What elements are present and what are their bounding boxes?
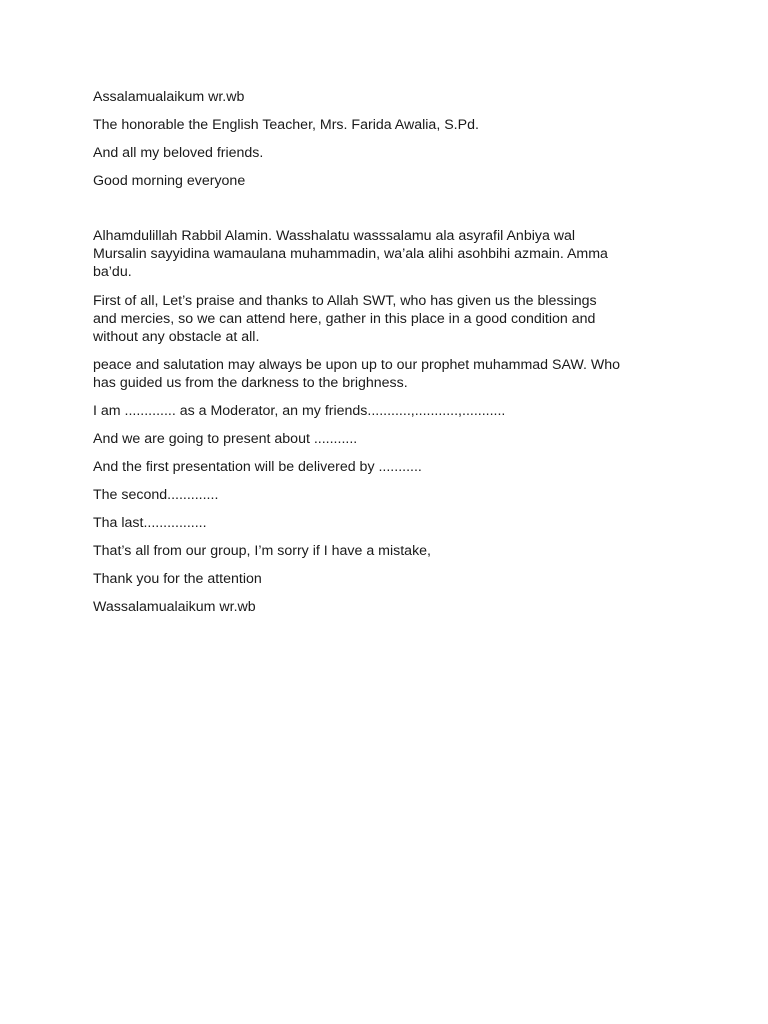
- thanks-line: Thank you for the attention: [93, 571, 262, 587]
- praise-line-1: First of all, Let’s praise and thanks to Allah SWT, who has given us the blessings: [93, 293, 597, 309]
- closing-line: Wassalamualaikum wr.wb: [93, 599, 256, 615]
- honorable-line: The honorable the English Teacher, Mrs. Farida Awalia, S.Pd.: [93, 117, 479, 133]
- second-presenter-line: The second.............: [93, 487, 219, 503]
- last-presenter-line: Tha last................: [93, 515, 207, 531]
- salutation-line-2: has guided us from the darkness to the brighness.: [93, 375, 408, 391]
- praise-line-3: without any obstacle at all.: [93, 329, 260, 345]
- moderator-line: I am ............. as a Moderator, an my friends...........,...........,...........: [93, 403, 506, 419]
- opening-prayer-line-2: Mursalin sayyidina wamaulana muhammadin, wa’ala alihi asohbihi azmain. Amma: [93, 246, 608, 262]
- praise-line-2: and mercies, so we can attend here, gather in this place in a good condition and: [93, 311, 596, 327]
- opening-prayer-line-1: Alhamdulillah Rabbil Alamin. Wasshalatu wasssalamu ala asyrafil Anbiya wal: [93, 228, 576, 244]
- morning-line: Good morning everyone: [93, 173, 246, 189]
- greeting-line: Assalamualaikum wr.wb: [93, 89, 245, 105]
- apology-line: That’s all from our group, I’m sorry if I have a mistake,: [93, 543, 431, 559]
- first-presenter-line: And the first presentation will be delivered by ...........: [93, 459, 422, 475]
- opening-prayer-line-3: ba’du.: [93, 264, 132, 280]
- friends-line: And all my beloved friends.: [93, 145, 264, 161]
- salutation-line-1: peace and salutation may always be upon up to our prophet muhammad SAW. Who: [93, 357, 621, 373]
- topic-line: And we are going to present about ...........: [93, 431, 358, 447]
